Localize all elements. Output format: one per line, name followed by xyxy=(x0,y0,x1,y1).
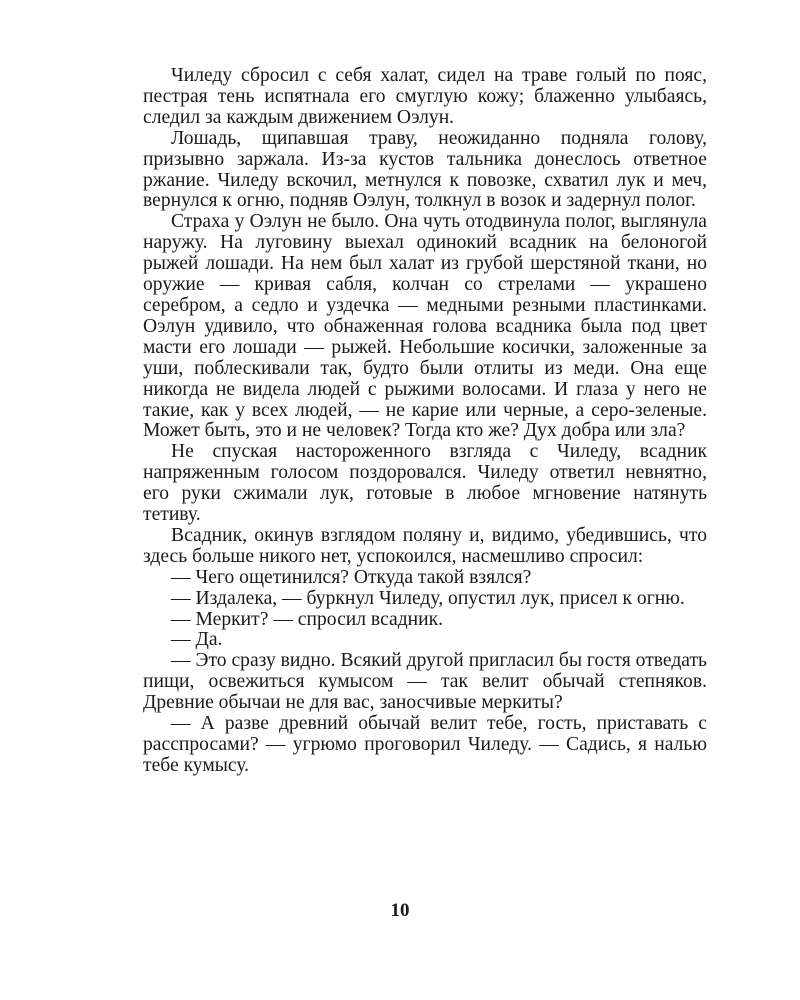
body-text xyxy=(143,66,707,777)
dialogue-line: — Это сразу видно. Всякий другой пригласил бы гостя отведать пищи, освежиться кумысом — так велит обычай степняков. Древние обычаи не для вас, заносчивые меркиты? xyxy=(143,650,707,714)
dialogue-line: — Издалека, — буркнул Чиледу, опустил лук, присел к огню. xyxy=(171,587,685,609)
paragraph: Чиледу сбросил с себя халат, сидел на траве голый по пояс, пестрая тень испятнала его смуглую кожу; блаженно улыбаясь, следил за каждым движением Оэлун. xyxy=(143,65,707,128)
paragraph: Не спуская настороженного взгляда с Чиледу, всадник напряженным голосом поздоровался. Чиледу ответил невнятно, его руки сжимали лук, готовые в любое мгновение натянуть тетиву. xyxy=(143,441,707,526)
paragraph: Лошадь, щипавшая траву, неожиданно подняла голову, призывно заржала. Из-за кустов тальника донеслось ответное ржание. Чиледу вскочил, метнулся к повозке, схватил лук и меч, вернулся к огню, подняв Оэлун, толкнул в возок и задернул полог. xyxy=(143,127,707,212)
page-number: 10 xyxy=(390,900,410,921)
paragraph: Всадник, окинув взглядом поляну и, видимо, убедившись, что здесь больше никого нет, успокоился, насмешливо спросил: xyxy=(143,524,707,567)
paragraph: Страха у Оэлун не было. Она чуть отодвинула полог, выглянула наружу. На луговину выехал одинокий всадник на белоногой рыжей лошади. На нем был халат из грубой шерстяной ткани, но оружие — кривая сабля, колчан со стрелами — украшено серебром, а седло и уздечка — медными резными пластинками. Оэлун удивило, что обнаженная голова всадника была под цвет масти его лошади — рыжей. Небольшие косички, заложенные за уши, поблескивали так, будто были отлиты из меди. Она еще никогда не видела людей с рыжими волосами. И глаза у него не такие, как у всех людей, — не карие или черные, а серо-зеленые. Может быть, это и не человек? Тогда кто же? Дух добра или зла? xyxy=(143,211,707,442)
dialogue-line: — Да. xyxy=(171,629,223,651)
dialogue-line: — Чего ощетинился? Откуда такой взялся? xyxy=(171,566,532,588)
dialogue-line: — А разве древний обычай велит тебе, гость, приставать с расспросами? — угрюмо проговорил Чиледу. — Садись, я налью тебе кумысу. xyxy=(143,713,707,776)
dialogue-line: — Меркит? — спросил всадник. xyxy=(171,608,444,630)
